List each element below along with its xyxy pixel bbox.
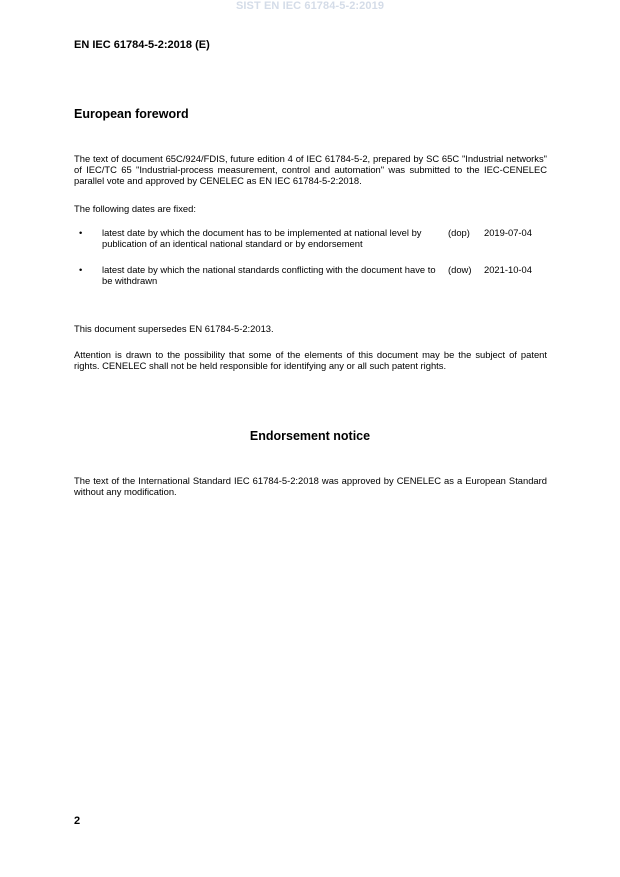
bullet-icon: • (79, 264, 83, 275)
bullet-icon: • (79, 227, 83, 238)
dates-intro-paragraph: The following dates are fixed: (74, 203, 196, 214)
foreword-intro-paragraph: The text of document 65C/924/FDIS, future edition 4 of IEC 61784-5-2, prepared by SC 65C "Industrial networks" of IEC/TC 65 "Industrial-process measurement, control and automation" was submitted to the IEC-CENELEC parallel vote and approved by CENELEC as EN IEC 61784-5-2:2018. (74, 153, 547, 186)
page-number: 2 (74, 815, 81, 827)
date-item-code: (dop) (448, 227, 470, 238)
patent-attention-paragraph: Attention is drawn to the possibility that some of the elements of this document may be the subject of patent rights. CENELEC shall not be held responsible for identifying any or all such patent rights. (74, 349, 547, 371)
european-foreword-heading: European foreword (74, 107, 189, 121)
supersedes-paragraph: This document supersedes EN 61784-5-2:2013. (74, 323, 274, 334)
date-item-code: (dow) (448, 264, 472, 275)
date-item-date: 2019-07-04 (484, 227, 532, 238)
date-item-description: latest date by which the national standards conflicting with the document have to be withdrawn (102, 264, 436, 286)
endorsement-notice-heading: Endorsement notice (249, 429, 371, 443)
date-item-date: 2021-10-04 (484, 264, 532, 275)
watermark-text: SIST EN IEC 61784-5-2:2019 (235, 0, 385, 12)
endorsement-paragraph: The text of the International Standard IEC 61784-5-2:2018 was approved by CENELEC as a European Standard without any modification. (74, 475, 547, 497)
document-id-header: EN IEC 61784-5-2:2018 (E) (74, 39, 210, 51)
date-item-description: latest date by which the document has to be implemented at national level by publication of an identical national standard or by endorsement (102, 227, 422, 249)
